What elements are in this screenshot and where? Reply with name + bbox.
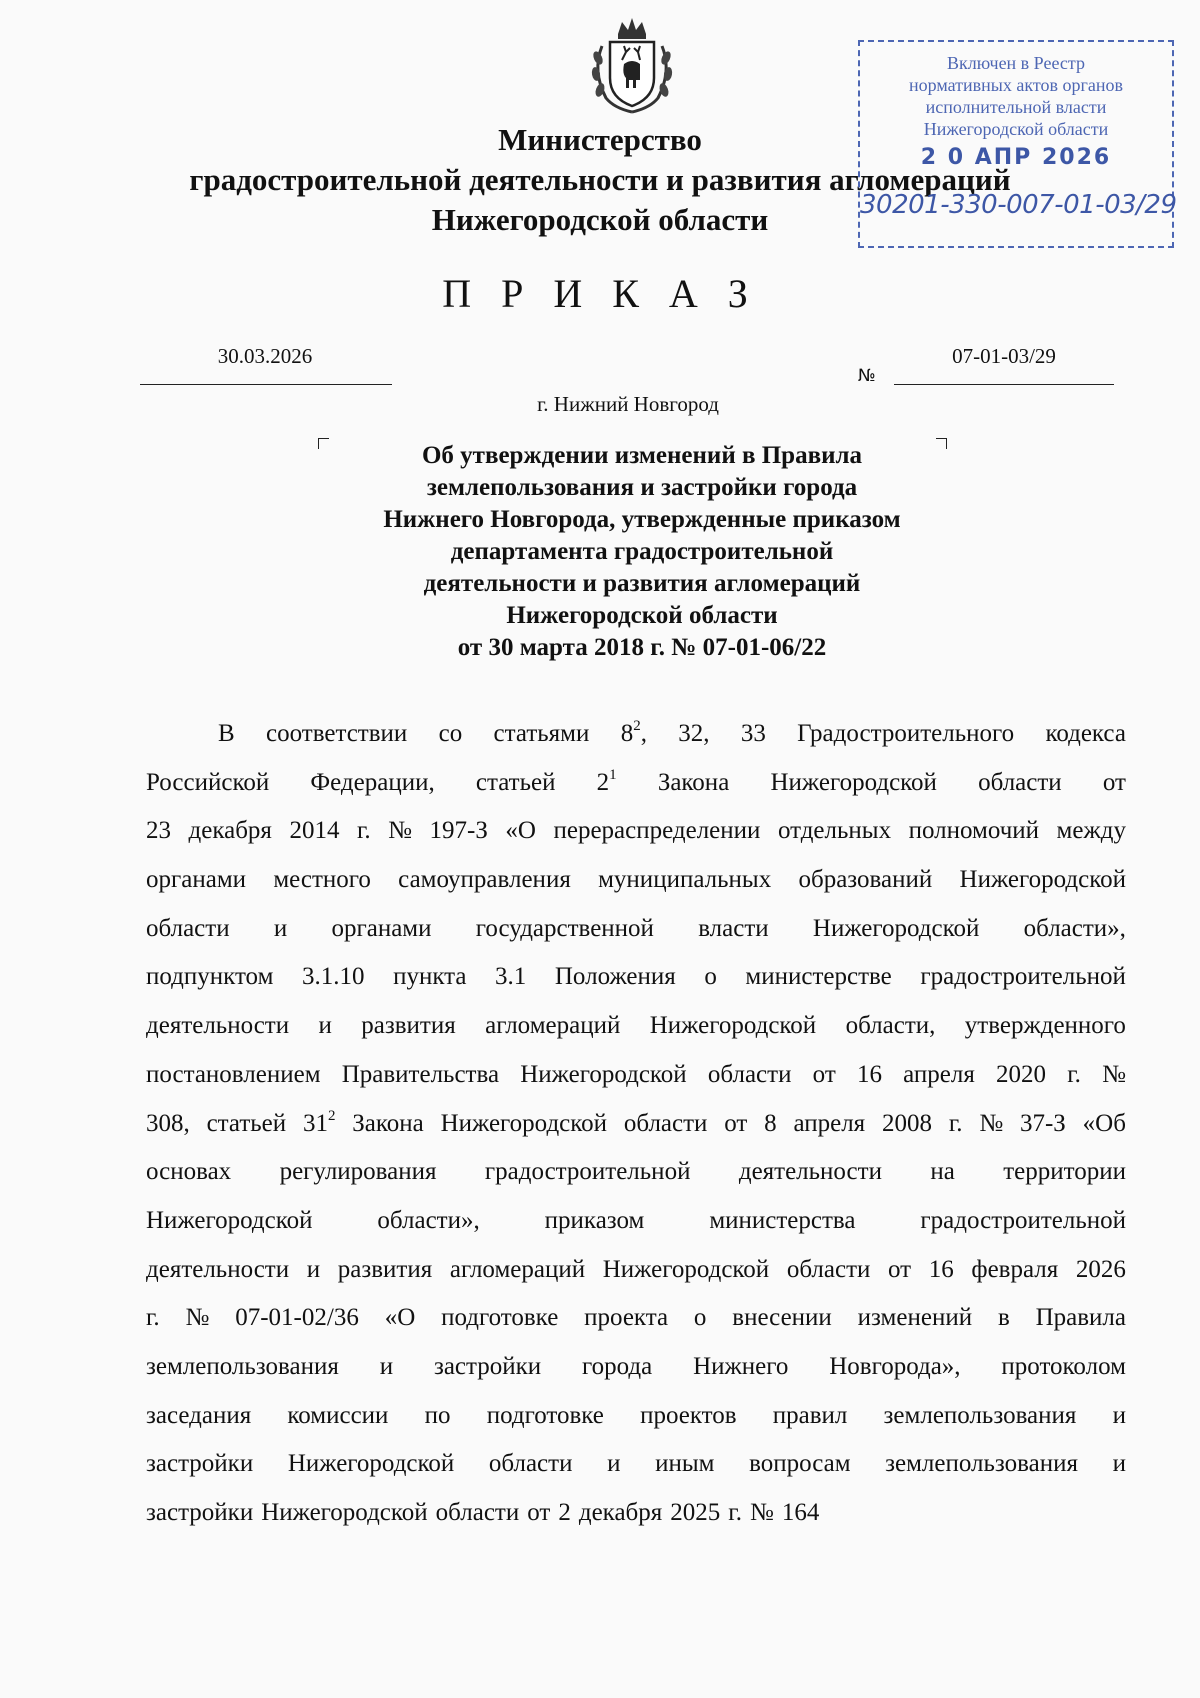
word: Федерации, — [310, 768, 435, 796]
word: Градостроительного — [797, 720, 1015, 747]
stamp-line: нормативных актов органов — [908, 75, 1123, 95]
subject-line: от 30 марта 2018 г. № 07-01-06/22 — [457, 634, 827, 661]
word: отдельных — [777, 817, 892, 845]
word: и — [1112, 1450, 1126, 1478]
word: министерстве — [745, 963, 892, 991]
word: о — [693, 1304, 707, 1332]
word: полномочий — [908, 817, 1040, 845]
text-line — [146, 1440, 1126, 1489]
word: от — [812, 1060, 836, 1088]
word: декабря — [578, 1499, 663, 1526]
word: в — [997, 1304, 1010, 1332]
word: вопросам — [749, 1450, 851, 1478]
stamp-line: Нижегородской области — [923, 119, 1109, 139]
number-underline — [894, 384, 1114, 385]
subject-line: Нижегородской области — [506, 602, 778, 629]
word: Нижегородской — [261, 1499, 428, 1526]
word: соответствии — [266, 720, 408, 747]
text-line — [146, 1246, 1126, 1295]
word: № — [1102, 1060, 1126, 1088]
order-preamble-text — [146, 710, 1126, 1538]
word: области — [488, 1450, 573, 1478]
word: заседания — [146, 1401, 252, 1429]
word: области — [978, 768, 1062, 796]
word: проектов — [640, 1401, 737, 1429]
word: внесении — [732, 1304, 832, 1332]
word: по — [424, 1401, 451, 1429]
word: правил — [772, 1401, 848, 1429]
word: агломераций — [485, 1012, 621, 1040]
text-line — [146, 953, 1126, 1002]
text-line — [146, 1294, 1126, 1343]
word: «О — [505, 817, 536, 845]
word: 2 — [596, 768, 610, 796]
word: области, — [845, 1012, 936, 1040]
word: развития — [337, 1255, 433, 1283]
word: 2008 — [882, 1109, 932, 1137]
coat-of-arms-emblem — [584, 16, 680, 116]
word: 2014 — [289, 817, 340, 845]
word: приказом — [544, 1206, 645, 1234]
word: статьей — [206, 1109, 287, 1137]
word: Закона — [657, 768, 730, 796]
word: Нижегородской — [770, 768, 937, 796]
word: статьей — [475, 768, 556, 796]
word: № — [185, 1304, 210, 1332]
word: власти — [698, 914, 769, 942]
number-sign: № — [858, 366, 876, 386]
word: застройки — [146, 1450, 254, 1478]
word: февраля — [971, 1255, 1059, 1283]
subject-line: землепользования и застройки города — [426, 474, 858, 501]
word: Новгорода», — [829, 1352, 961, 1380]
word: кодекса — [1045, 720, 1126, 747]
word: комиссии — [287, 1401, 389, 1429]
text-line — [146, 1051, 1126, 1100]
city-name: г. Нижний Новгород — [537, 392, 719, 416]
word: Нижегородской — [959, 866, 1126, 894]
text-line — [146, 1002, 1126, 1051]
word: органами — [331, 914, 432, 942]
word: органами — [146, 866, 247, 894]
word: образований — [798, 866, 933, 894]
text-line — [146, 905, 1126, 954]
word: подпунктом — [146, 963, 274, 991]
word: землепользования — [883, 1401, 1077, 1429]
ministry-line: Нижегородской области — [431, 202, 769, 237]
text-line — [146, 1100, 1126, 1149]
word: 31 — [302, 1109, 328, 1137]
word: 8 — [620, 720, 634, 747]
order-date: 30.03.2026 — [217, 344, 313, 368]
word: государственной — [475, 914, 654, 942]
word: 16 — [928, 1255, 954, 1283]
word: 2026 — [1075, 1255, 1126, 1283]
word: 164 — [781, 1499, 820, 1526]
superscript: 2 — [327, 1107, 336, 1124]
word: области — [623, 1109, 708, 1137]
text-line — [146, 856, 1126, 905]
word: от — [527, 1499, 551, 1526]
word: № — [388, 817, 413, 845]
word: регулирования — [279, 1158, 437, 1186]
ministry-line: Министерство — [498, 122, 702, 157]
word: застройки — [146, 1499, 254, 1526]
word: от — [1102, 768, 1126, 796]
word: развития — [361, 1012, 456, 1040]
word: Правила — [1035, 1304, 1126, 1332]
word: Закона — [352, 1109, 424, 1137]
text-line — [146, 807, 1126, 856]
word: между — [1056, 817, 1126, 845]
order-number: 07-01-03/29 — [952, 344, 1056, 368]
word: В — [218, 720, 235, 747]
word: утвержденного — [964, 1012, 1126, 1040]
word: от — [888, 1255, 912, 1283]
word: Нижегородской — [812, 914, 980, 942]
word: 308, — [146, 1109, 190, 1137]
subject-line: департамента градостроительной — [450, 538, 834, 565]
word: градостроительной — [920, 1206, 1126, 1234]
word: 16 — [856, 1060, 882, 1088]
word: Нижегородской — [602, 1255, 770, 1283]
word: 37-З — [1019, 1109, 1066, 1137]
word: 32, — [678, 720, 710, 747]
word: на — [930, 1158, 955, 1186]
word: проекта — [584, 1304, 669, 1332]
word: области — [435, 1499, 520, 1526]
word: г. — [146, 1304, 160, 1332]
text-line — [146, 1148, 1126, 1197]
word: 8 — [764, 1109, 777, 1137]
word: со — [438, 720, 463, 747]
word: 2025 — [670, 1499, 721, 1526]
word: г. — [948, 1109, 963, 1137]
word: 2 — [558, 1499, 571, 1526]
stamp-registry-number: 30201-330-007-01-03/29 — [860, 190, 1177, 220]
word: 33 — [740, 720, 766, 747]
word: землепользования — [146, 1352, 339, 1380]
word: застройки — [433, 1352, 542, 1380]
subject-line: Нижнего Новгорода, утвержденные приказом — [383, 506, 901, 533]
word: подготовке — [486, 1401, 604, 1429]
word: Нижегородской — [287, 1450, 455, 1478]
stamp-line: Включен в Реестр — [947, 53, 1085, 73]
word: иным — [655, 1450, 715, 1478]
word: и — [306, 1255, 321, 1283]
word-with-superscript — [597, 759, 617, 808]
word: пункта — [393, 963, 467, 991]
word: 3.1 — [495, 963, 527, 991]
word: Правительства — [341, 1060, 500, 1088]
word: г. — [728, 1499, 742, 1526]
word: деятельности — [738, 1158, 882, 1186]
word: «О — [384, 1304, 416, 1332]
text-line — [146, 710, 1126, 759]
subject-line: Об утверждении изменений в Правила — [421, 442, 863, 469]
word: декабря — [188, 817, 272, 845]
word: и — [273, 914, 288, 942]
word: г. — [1067, 1060, 1081, 1088]
word: Нижнего — [693, 1352, 789, 1380]
word: Нижегородской — [146, 1206, 313, 1234]
word: и — [318, 1012, 332, 1040]
word: области — [786, 1255, 871, 1283]
word: постановлением — [146, 1060, 321, 1088]
ministry-line: градостроительной деятельности и развития агломераций — [189, 162, 1011, 197]
stamp-line: исполнительной власти — [925, 97, 1107, 117]
word: 07-01-02/36 — [235, 1304, 359, 1332]
superscript: 2 — [633, 718, 641, 734]
word: министерства — [709, 1206, 856, 1234]
word: землепользования — [885, 1450, 1078, 1478]
word: самоуправления — [398, 866, 571, 894]
text-line — [146, 1343, 1126, 1392]
word: от — [724, 1109, 748, 1137]
word: № — [979, 1109, 1004, 1137]
word: статьями — [493, 720, 590, 747]
word-with-superscript — [303, 1100, 336, 1149]
word: градостроительной — [920, 963, 1126, 991]
word: Российской — [146, 768, 270, 796]
word: территории — [1003, 1158, 1126, 1186]
word: градостроительной — [484, 1158, 691, 1186]
word: деятельности — [146, 1012, 290, 1040]
word: апреля — [793, 1109, 866, 1137]
word: «Об — [1082, 1109, 1126, 1137]
word: области», — [1023, 914, 1126, 942]
word: № — [749, 1499, 774, 1526]
order-subject — [300, 440, 984, 664]
text-line — [146, 1197, 1126, 1246]
word: г. — [356, 817, 371, 845]
word: области», — [377, 1206, 480, 1234]
text-line — [146, 759, 1126, 808]
word: 3.1.10 — [301, 963, 365, 991]
registry-stamp — [858, 40, 1177, 248]
word: Нижегородской — [649, 1012, 817, 1040]
word-with-superscript — [621, 710, 647, 759]
word: области — [707, 1060, 792, 1088]
word: апреля — [903, 1060, 975, 1088]
word: Нижегородской — [520, 1060, 687, 1088]
word: 197-З — [429, 817, 488, 845]
subject-line: деятельности и развития агломераций — [423, 570, 861, 597]
word: 23 — [146, 817, 171, 845]
word: агломераций — [449, 1255, 586, 1283]
word: муниципальных — [598, 866, 772, 894]
text-line — [146, 1392, 1126, 1441]
word: 2020 — [996, 1060, 1047, 1088]
word: протоколом — [1001, 1352, 1126, 1380]
punctuation: , — [640, 720, 647, 747]
word: и — [1112, 1401, 1126, 1429]
word: деятельности — [146, 1255, 290, 1283]
word: о — [704, 963, 717, 991]
word: перераспределении — [553, 817, 761, 845]
word: основах — [146, 1158, 232, 1186]
text-line — [146, 1489, 1126, 1538]
word: города — [581, 1352, 653, 1380]
word: изменений — [857, 1304, 973, 1332]
word: Нижегородской — [440, 1109, 608, 1137]
stamp-date: 2 0 АПР 2026 — [920, 145, 1112, 170]
date-underline — [140, 384, 392, 385]
document-type-title: П Р И К А З — [442, 271, 758, 316]
word: и — [607, 1450, 621, 1478]
word: и — [379, 1352, 394, 1380]
word: Положения — [554, 963, 676, 991]
word: подготовке — [441, 1304, 559, 1332]
word: местного — [273, 866, 371, 894]
superscript: 1 — [609, 766, 617, 783]
word: области — [146, 914, 230, 942]
